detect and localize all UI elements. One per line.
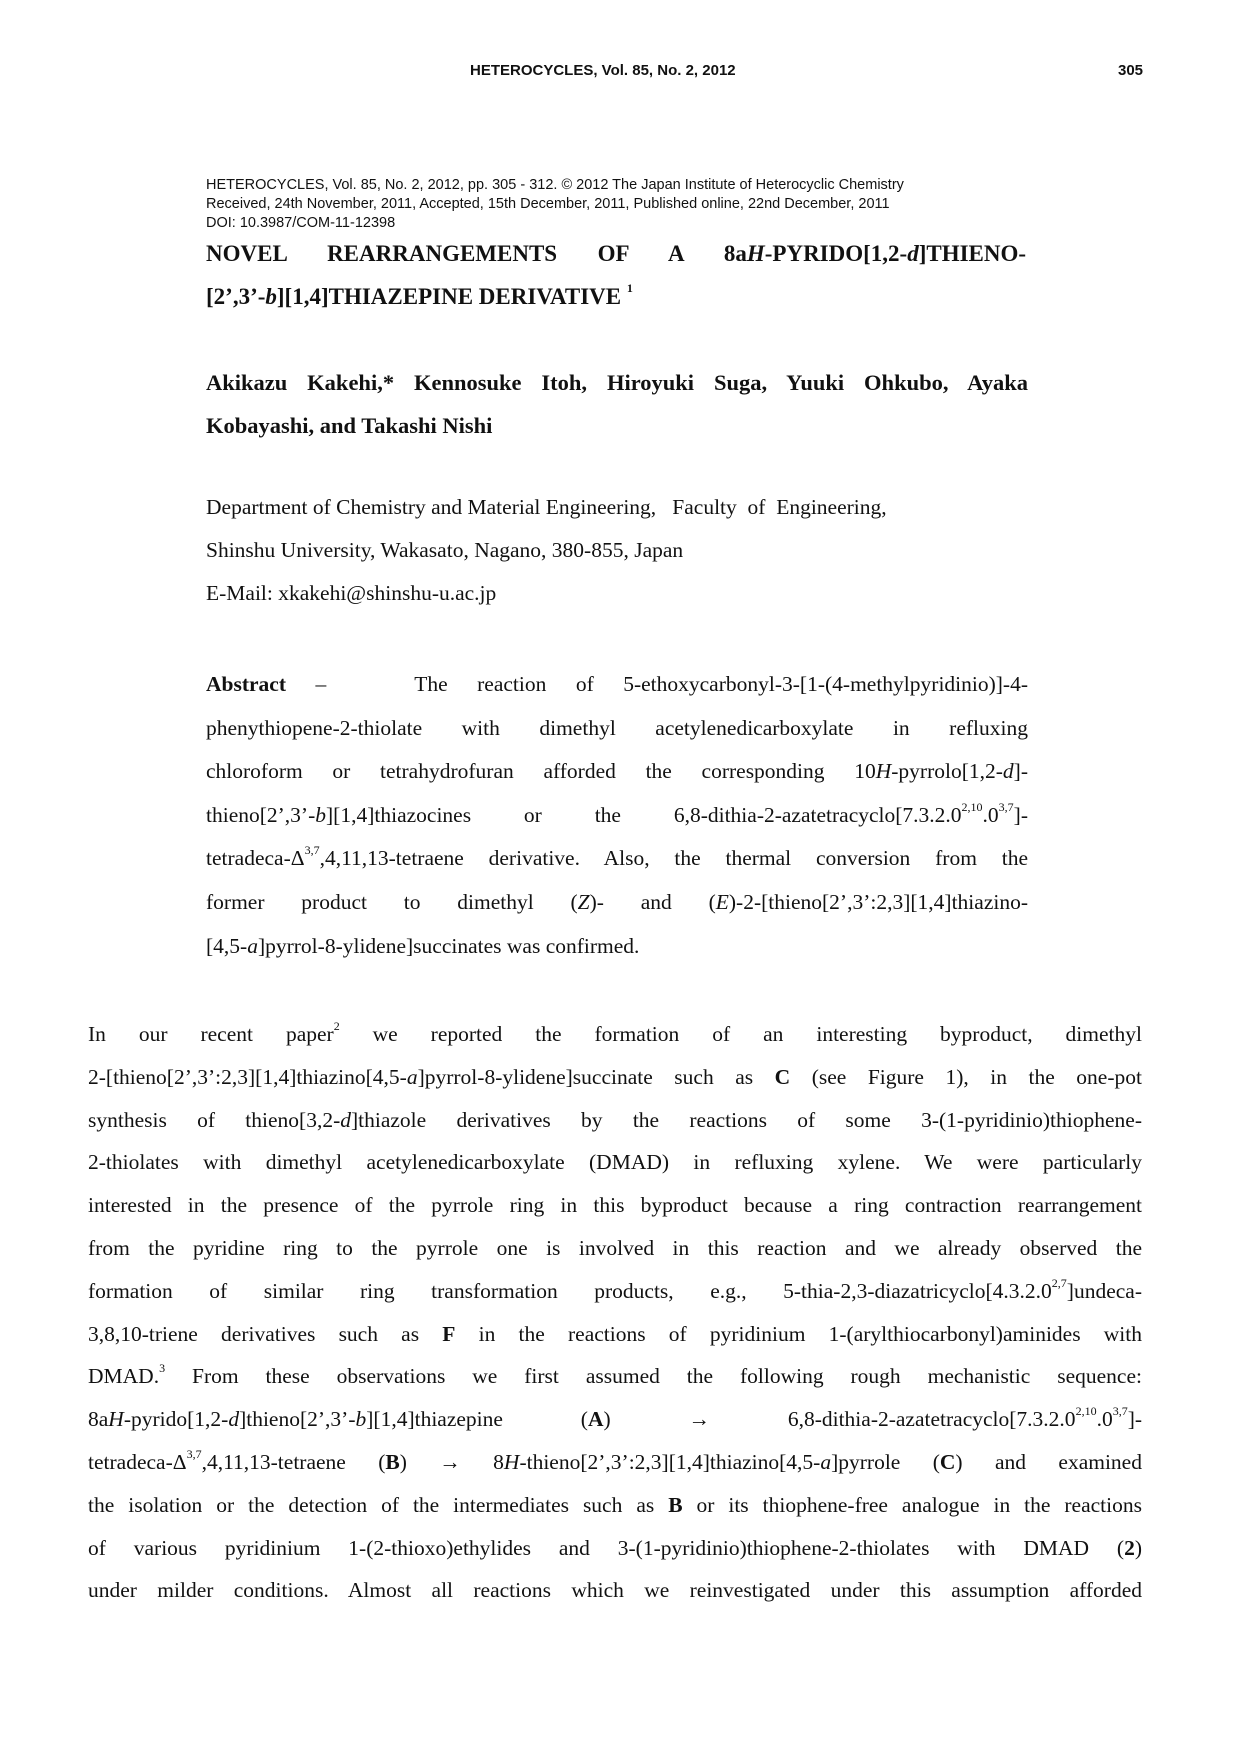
abstract-label: Abstract [206,672,287,696]
dates-line: Received, 24th November, 2011, Accepted, 15th December, 2011, Published online, 22nd December, 2011 [206,196,890,212]
citation-line: HETEROCYCLES, Vol. 85, No. 2, 2012, pp. 305 - 312. © 2012 The Japan Institute of Heterocyclic Chemistry [206,177,904,193]
page-number: 305 [1118,62,1144,79]
body-text [88,1013,1142,1612]
authors-line-1: Akikazu Kakehi,* Kennosuke Itoh, Hiroyuki Suga, Yuuki Ohkubo, Ayaka [206,370,1028,395]
body-line-14: under milder conditions. Almost all reactions which we reinvestigated under this assumption afforded [88,1578,1142,1603]
abstract-line-2: phenythiopene-2-thiolate with dimethyl acetylenedicarboxylate in refluxing [206,715,1028,740]
body-line-4: 2-thiolates with dimethyl acetylenedicarboxylate (DMAD) in refluxing xylene. We were particularly [88,1150,1142,1175]
abstract-line-1: Abstract – The reaction of 5-ethoxycarbonyl-3-[1-(4-methylpyridinio)]-4- [206,672,1028,696]
abstract-line-7: [4,5-a]pyrrol-8-ylidene]succinates was confirmed. [206,933,640,958]
body-line-6: from the pyridine ring to the pyrrole one is involved in this reaction and we already observed the [88,1235,1142,1260]
body-line-13: of various pyridinium 1-(2-thioxo)ethylides and 3-(1-pyridinio)thiophene-2-thiolates with DMAD (2) [88,1535,1142,1560]
abstract-line-5: tetradeca-$\Delta^{3,7},4,11,13$-tetraene derivative. Also, the thermal conversion from the [206,843,1028,871]
affiliation-line-2: Shinshu University, Wakasato, Nagano, 380-855, Japan [206,538,684,562]
body-line-9: DMAD.$^3$ From these observations we first assumed the following rough mechanistic sequence: [88,1361,1142,1389]
title-line-2: [2’,3’-b][1,4]THIAZEPINE DERIVATIVE $^1$ [206,281,633,309]
body-line-1: In our recent paper$^2$ we reported the formation of an interesting byproduct, dimethyl [88,1018,1142,1046]
abstract [206,663,1028,968]
title-footnote-mark: 1 [626,281,633,296]
affiliation [206,486,1026,615]
body-line-12: the isolation or the detection of the intermediates such as B or its thiophene-free analogue in the reactions [88,1492,1142,1517]
body-line-11: tetradeca-$\Delta^{3,7},4,11,13$-tetraene (B) → 8H-thieno[2’,3’:2,3][1,4]thiazino[4,5-a]pyrrole (C) and examined [88,1446,1142,1474]
article-title [206,232,1026,318]
body-line-5: interested in the presence of the pyrrole ring in this byproduct because a ring contraction rearrangement [88,1193,1142,1218]
authors-line-2: Kobayashi, and Takashi Nishi [206,413,493,438]
journal-header: HETEROCYCLES, Vol. 85, No. 2, 2012 [470,62,736,79]
doi-line: DOI: 10.3987/COM-11-12398 [206,215,396,231]
abstract-line-4: thieno[2’,3’-b][1,4]thiazocines or the 6,8-dithia-2-azatetracyclo[7.3.2.0$^{2,10}$.0$^{3,7}$]- [206,799,1028,827]
authors [206,361,1028,447]
body-line-8: 3,8,10-triene derivatives such as F in the reactions of pyridinium 1-(arylthiocarbonyl)aminides with [88,1321,1142,1346]
body-line-2: 2-[thieno[2’,3’:2,3][1,4]thiazino[4,5-a]pyrrol-8-ylidene]succinate such as C (see Figure 1), in the one-pot [88,1064,1142,1089]
body-line-3: synthesis of thieno[3,2-d]thiazole derivatives by the reactions of some 3-(1-pyridinio)thiophene- [88,1107,1142,1132]
running-header [0,62,1241,82]
abstract-line-6: former product to dimethyl (Z)- and (E)-2-[thieno[2’,3’:2,3][1,4]thiazino- [206,889,1028,914]
affiliation-line-1: Department of Chemistry and Material Engineering, Faculty of Engineering, [206,495,887,519]
abstract-line-3: chloroform or tetrahydrofuran afforded the corresponding 10H-pyrrolo[1,2-d]- [206,759,1028,784]
email[interactable]: E-Mail: xkakehi@shinshu-u.ac.jp [206,581,497,605]
article-meta [206,176,1026,233]
body-line-10: 8aH-pyrido[1,2-d]thieno[2’,3’-b][1,4]thiazepine $(A) \to 6,8-dithia-2-azatetracyclo[7.3.2.0^{2,10}.0^{3,7}]-$ [88,1404,1143,1432]
title-line-1: NOVEL REARRANGEMENTS OF A 8aH-PYRIDO[1,2-d]THIENO- [206,241,1027,266]
body-line-7: formation of similar ring transformation products, e.g., 5-thia-2,3-diazatricyclo[4.3.2.0$^{2,7}$]undeca- [88,1275,1142,1303]
